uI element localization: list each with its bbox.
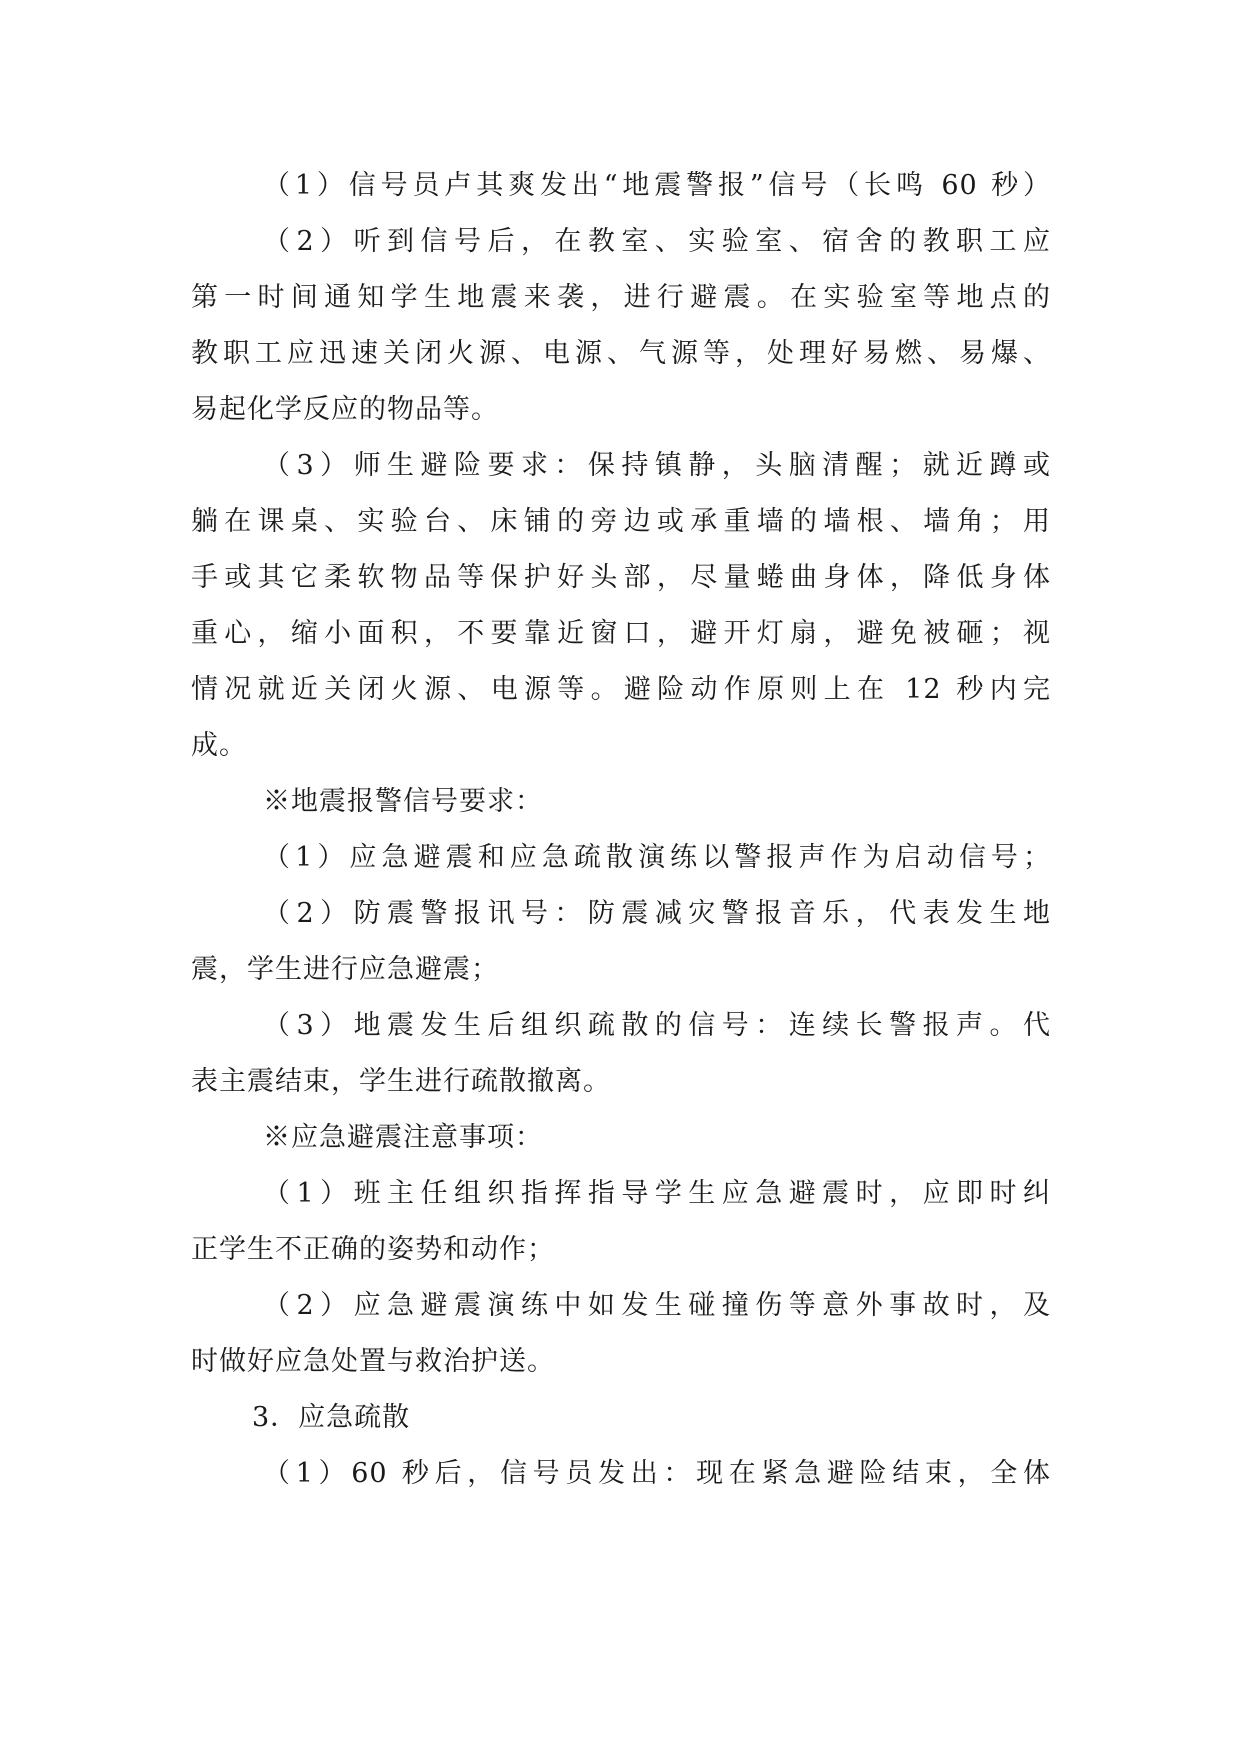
text-line: （1）应急避震和应急疏散演练以警报声作为启动信号； <box>263 842 1051 873</box>
section-heading: ※应急避震注意事项： <box>263 1122 543 1153</box>
text-line: （3）师生避险要求：保持镇静，头脑清醒；就近蹲或 <box>263 450 1051 481</box>
text-line: （2）防震警报讯号：防震减灾警报音乐，代表发生地 <box>263 898 1051 929</box>
text-line: 正学生不正确的姿势和动作； <box>191 1234 555 1265</box>
text-line: 时做好应急处置与救治护送。 <box>191 1346 555 1377</box>
text-line: 重心，缩小面积，不要靠近窗口，避开灯扇，避免被砸；视 <box>191 618 1051 649</box>
text-line: （3）地震发生后组织疏散的信号：连续长警报声。代 <box>263 1010 1051 1041</box>
text-line: （1）信号员卢其爽发出“地震警报”信号（长鸣 60 秒） <box>263 170 1051 201</box>
text-line: 手或其它柔软物品等保护好头部，尽量蜷曲身体，降低身体 <box>191 562 1051 593</box>
text-line: 震，学生进行应急避震； <box>191 954 499 985</box>
section-heading: ※地震报警信号要求： <box>263 786 543 817</box>
text-line: 情况就近关闭火源、电源等。避险动作原则上在 12 秒内完 <box>191 674 1051 705</box>
text-line: （1）班主任组织指挥指导学生应急避震时，应即时纠 <box>263 1178 1051 1209</box>
text-line: 成。 <box>191 730 247 761</box>
text-line: （1）60 秒后，信号员发出：现在紧急避险结束，全体 <box>263 1458 1051 1489</box>
text-line: 教职工应迅速关闭火源、电源、气源等，处理好易燃、易爆、 <box>191 338 1051 369</box>
section-heading: 3．应急疏散 <box>252 1402 411 1433</box>
text-line: 躺在课桌、实验台、床铺的旁边或承重墙的墙根、墙角；用 <box>191 506 1051 537</box>
text-line: 第一时间通知学生地震来袭，进行避震。在实验室等地点的 <box>191 282 1051 313</box>
text-line: 易起化学反应的物品等。 <box>191 394 499 425</box>
text-line: 表主震结束，学生进行疏散撤离。 <box>191 1066 611 1097</box>
text-line: （2）听到信号后，在教室、实验室、宿舍的教职工应 <box>263 226 1051 257</box>
text-line: （2）应急避震演练中如发生碰撞伤等意外事故时，及 <box>263 1290 1051 1321</box>
